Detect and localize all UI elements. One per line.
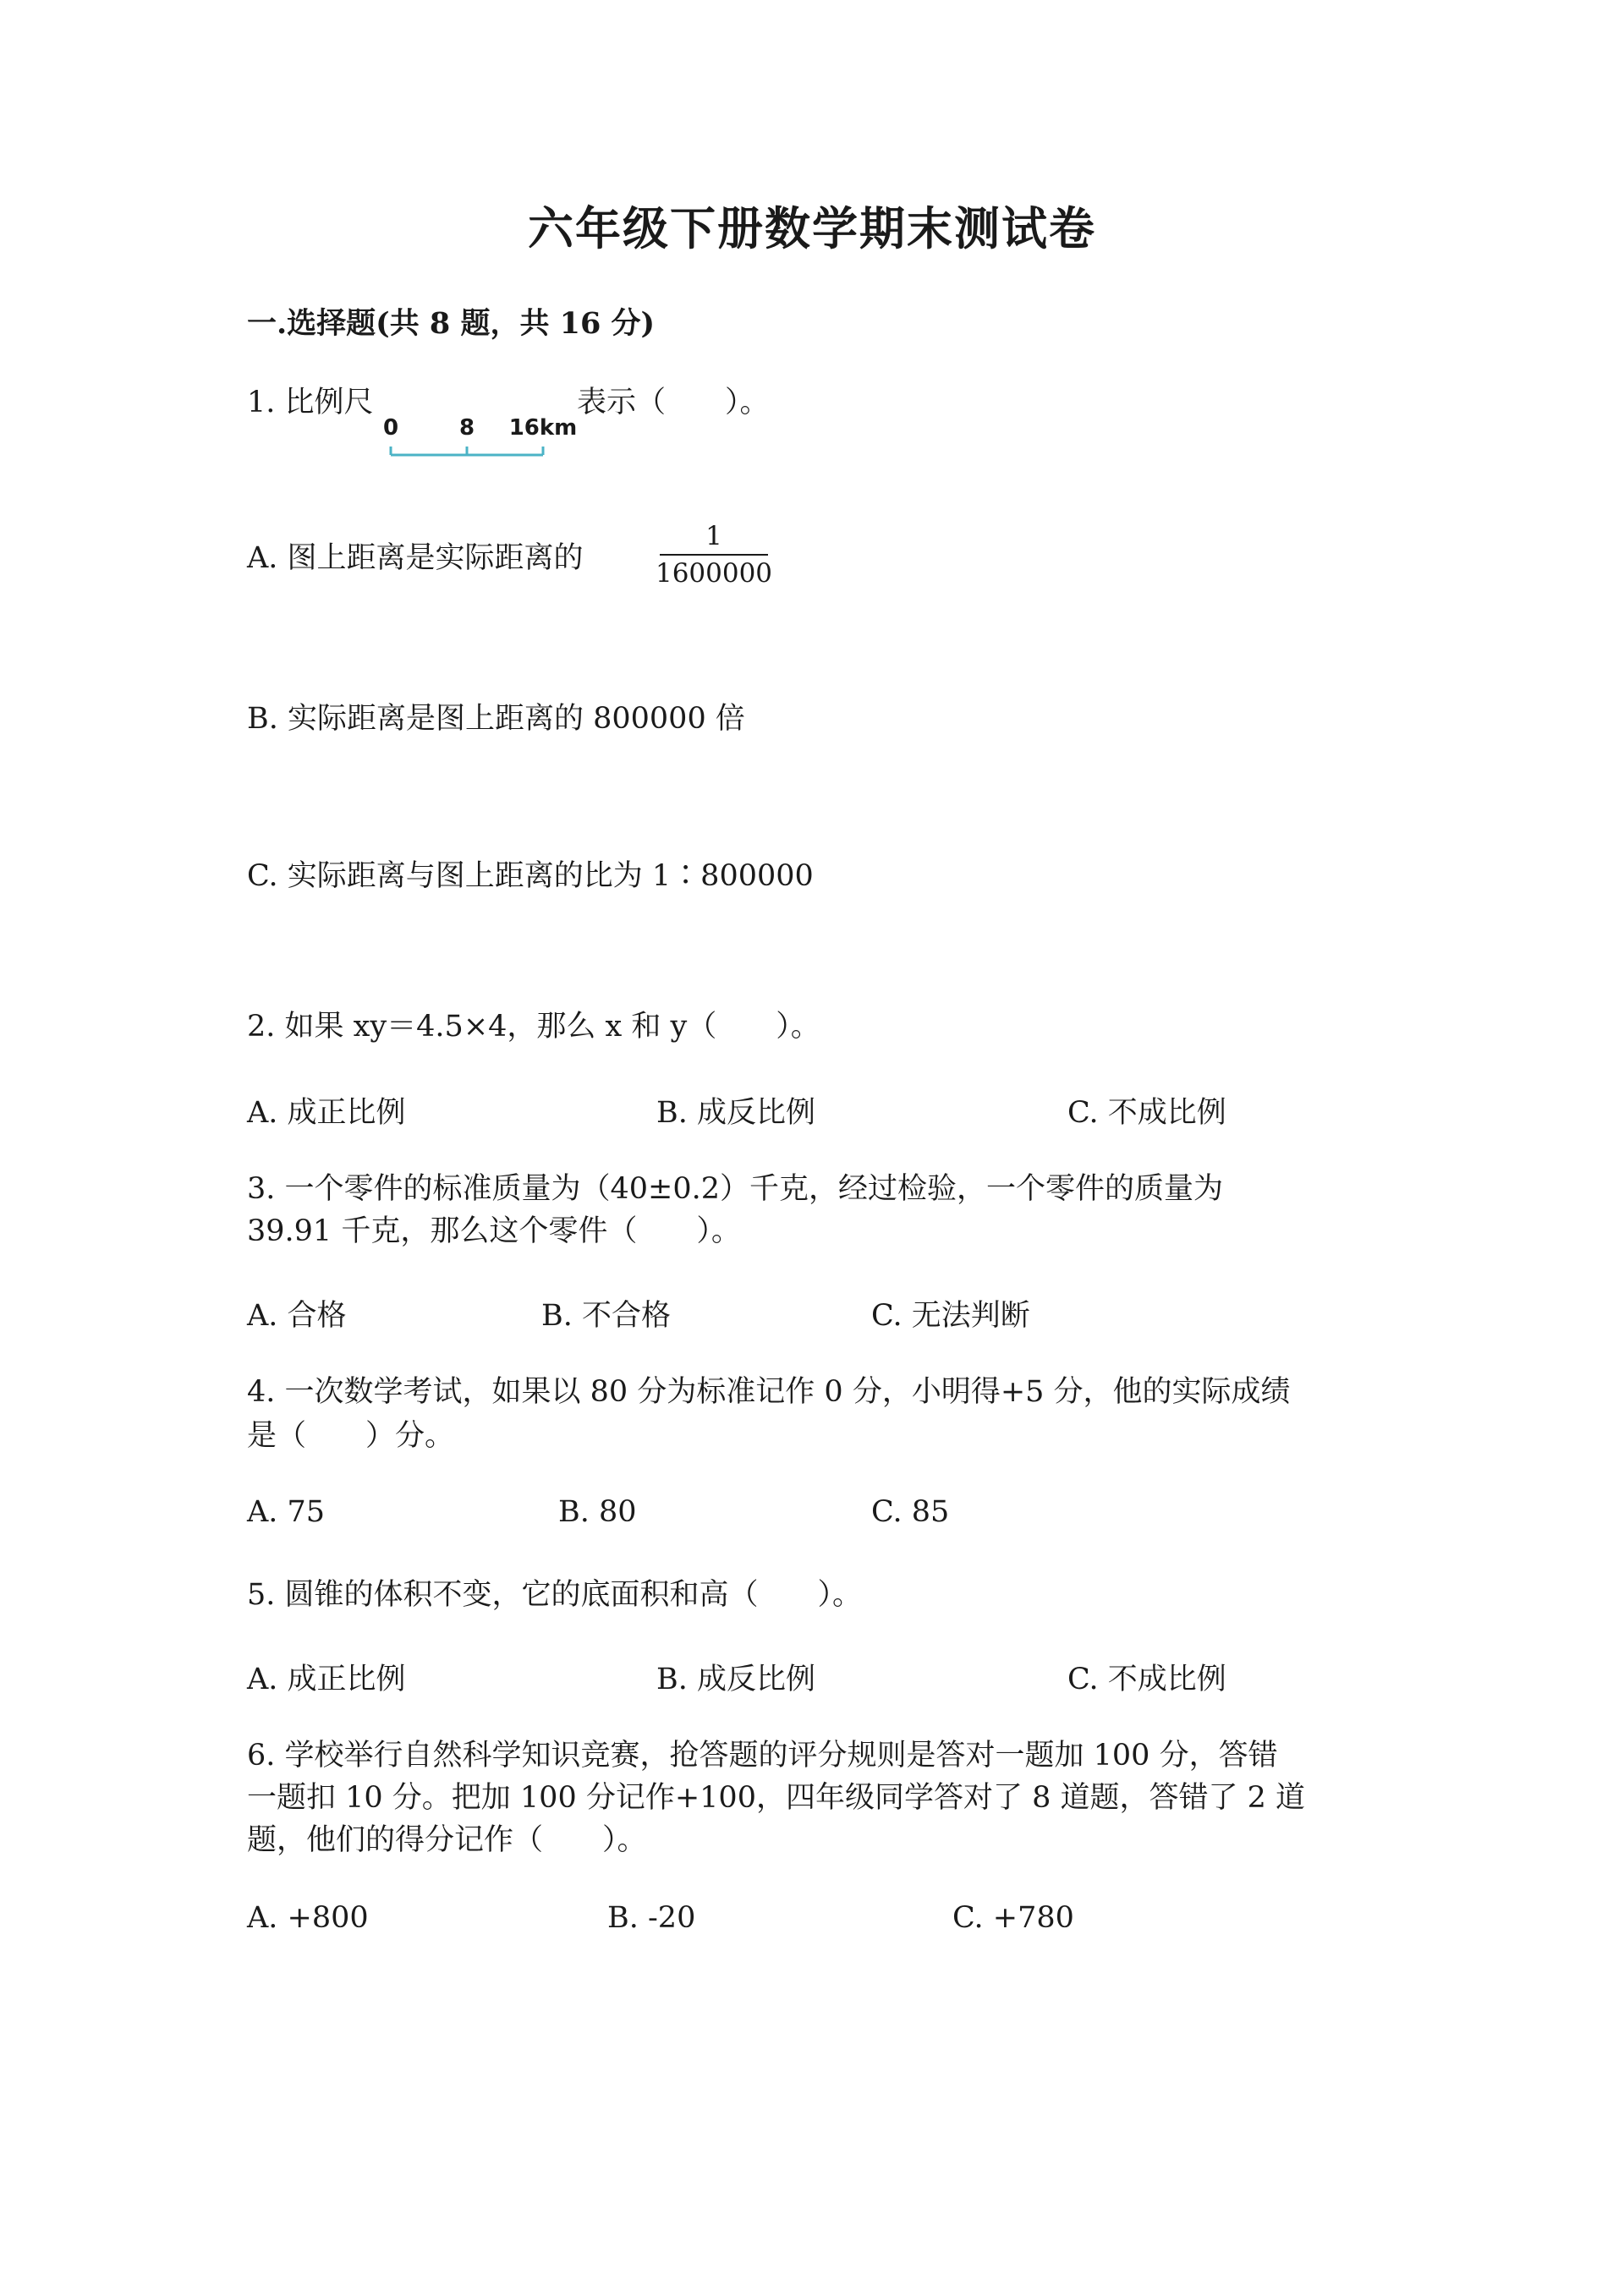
page-title: 六年级下册数学期末测试卷 — [528, 201, 1096, 255]
question-6-option-c: C. +780 — [952, 1901, 1074, 1935]
question-3-option-c: C. 无法判断 — [871, 1299, 1030, 1333]
fraction-bar — [660, 554, 768, 556]
question-4-option-a: A. 75 — [247, 1495, 326, 1529]
question-3-option-b: B. 不合格 — [541, 1299, 671, 1333]
scale-bar-icon — [377, 413, 580, 463]
question-5-option-c: C. 不成比例 — [1067, 1663, 1226, 1696]
fraction-denominator: 1600000 — [655, 558, 773, 589]
fraction — [655, 521, 773, 589]
question-2-option-a: A. 成正比例 — [247, 1096, 406, 1130]
question-1-option-c: C. 实际距离与图上距离的比为 1∶800000 — [247, 859, 814, 893]
question-3-line-1: 3. 一个零件的标准质量为（40±0.2）千克，经过检验，一个零件的质量为 — [247, 1172, 1224, 1206]
section-heading: 一.选择题(共 8 题，共 16 分) — [247, 306, 656, 341]
question-1-option-b: B. 实际距离是图上距离的 800000 倍 — [247, 702, 745, 736]
question-4-option-c: C. 85 — [871, 1495, 950, 1529]
question-5-option-b: B. 成反比例 — [656, 1663, 815, 1696]
scale-label-0: 0 — [382, 415, 399, 441]
question-1-option-a: A. 图上距离是实际距离的 — [247, 541, 584, 575]
question-6-line-1: 6. 学校举行自然科学知识竞赛，抢答题的评分规则是答对一题加 100 分，答错 — [247, 1739, 1278, 1773]
scale-ruler — [391, 447, 543, 455]
question-3-option-a: A. 合格 — [247, 1299, 347, 1333]
question-1-suffix: 表示（ ）。 — [577, 386, 770, 419]
question-6-option-a: A. +800 — [247, 1901, 369, 1935]
question-2-option-b: B. 成反比例 — [656, 1096, 815, 1130]
question-2-text: 2. 如果 xy＝4.5×4，那么 x 和 y（ ）。 — [247, 1010, 820, 1044]
question-4-option-b: B. 80 — [558, 1495, 637, 1529]
question-4-line-1: 4. 一次数学考试，如果以 80 分为标准记作 0 分，小明得+5 分，他的实际成绩 — [247, 1375, 1291, 1409]
question-6-option-b: B. -20 — [607, 1901, 696, 1935]
scale-label-16km: 16km — [508, 415, 578, 441]
scale-label-8: 8 — [458, 415, 475, 441]
question-5-text: 5. 圆锥的体积不变，它的底面积和高（ ）。 — [247, 1578, 863, 1612]
question-2-option-c: C. 不成比例 — [1067, 1096, 1226, 1130]
question-6-line-3: 题，他们的得分记作（ ）。 — [247, 1823, 647, 1857]
question-4-line-2: 是（ ）分。 — [247, 1419, 455, 1453]
question-1-prefix: 1. 比例尺 — [247, 386, 374, 419]
question-6-line-2: 一题扣 10 分。把加 100 分记作+100，四年级同学答对了 8 道题，答错了 2 道 — [247, 1781, 1306, 1815]
fraction-numerator: 1 — [705, 521, 722, 551]
question-5-option-a: A. 成正比例 — [247, 1663, 406, 1696]
question-3-line-2: 39.91 千克，那么这个零件（ ）。 — [247, 1214, 741, 1248]
